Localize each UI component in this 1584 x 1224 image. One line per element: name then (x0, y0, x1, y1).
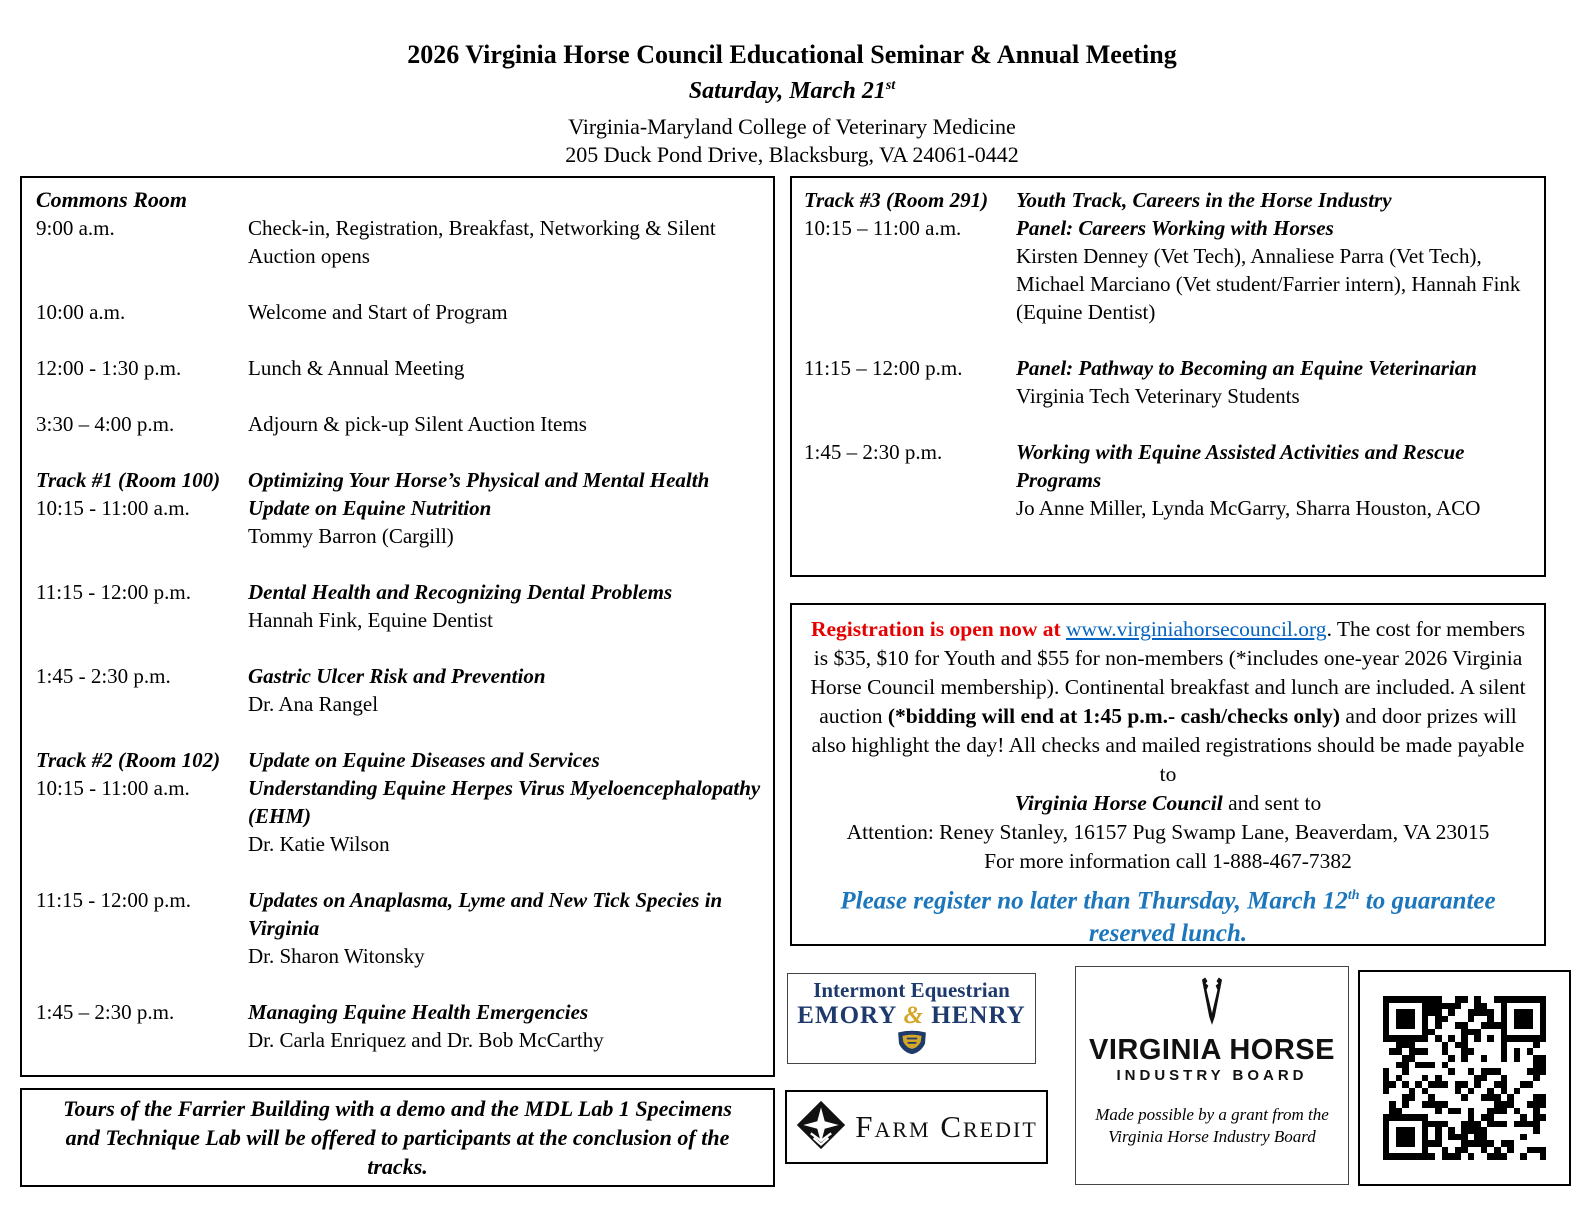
henry-word: HENRY (931, 1001, 1026, 1029)
track2-header (36, 746, 763, 774)
event-cell (1016, 354, 1534, 410)
registration-paragraph (804, 615, 1532, 789)
time-cell: 11:15 – 12:00 p.m. (804, 356, 963, 380)
schedule-row (36, 578, 763, 634)
time-cell: 11:15 - 12:00 p.m. (36, 888, 191, 912)
session-speaker: Dr. Carla Enriquez and Dr. Bob McCarthy (248, 1028, 604, 1052)
session-speaker: Dr. Katie Wilson (248, 832, 390, 856)
time-cell: 1:45 - 2:30 p.m. (36, 664, 171, 688)
industry-board-wordmark: INDUSTRY BOARD (1116, 1067, 1308, 1084)
session-speaker: Tommy Barron (Cargill) (248, 524, 454, 548)
time-cell: 1:45 – 2:30 p.m. (804, 440, 943, 464)
main-schedule-box (20, 176, 775, 1077)
sent-to-text: and sent to (1222, 791, 1322, 815)
emory-word: EMORY (797, 1001, 897, 1029)
registration-cost-text: . The cost for members is $35, $10 for Youth and $55 for non-members (*includes one-year 2026 Virginia Horse Council membership). Continental breakfast and lunch are included. A silent auction (810, 617, 1526, 728)
ampersand: & (903, 1001, 925, 1029)
intermont-equestrian-label: Intermont Equestrian (813, 977, 1010, 1002)
session-speaker: Dr. Sharon Witonsky (248, 944, 425, 968)
virginia-horse-wordmark: VIRGINIA HORSE (1088, 1034, 1335, 1066)
session-title: Dental Health and Recognizing Dental Problems (248, 580, 673, 604)
schedule-row (804, 214, 1534, 326)
horse-v-logo-icon (1189, 977, 1235, 1032)
session-speaker: Hannah Fink, Equine Dentist (248, 608, 493, 632)
schedule-row (36, 886, 763, 970)
farm-credit-wordmark: Farm Credit (855, 1109, 1038, 1144)
event-date-ordinal: st (885, 78, 896, 93)
event-cell: Check-in, Registration, Breakfast, Networking & Silent Auction opens (248, 216, 716, 268)
tours-box (20, 1088, 775, 1187)
session-speaker: Kirsten Denney (Vet Tech), Annaliese Parra (Vet Tech), Michael Marciano (Vet student/Farrier intern), Hannah Fink (Equine Dentist) (1016, 244, 1521, 324)
emory-shield-icon (895, 1029, 929, 1060)
tours-text: Tours of the Farrier Building with a demo and the MDL Lab 1 Specimens and Technique Lab will be offered to participants at the conclusion of the tracks. (63, 1096, 732, 1179)
registration-link[interactable]: www.virginiahorsecouncil.org (1066, 617, 1327, 641)
virginia-horse-industry-board-box (1075, 966, 1349, 1185)
track-room-label: Track #3 (Room 291) (804, 188, 989, 212)
mailing-address-line: Attention: Reney Stanley, 16157 Pug Swamp Lane, Beaverdam, VA 23015 (846, 820, 1490, 844)
event-cell: Welcome and Start of Program (248, 300, 508, 324)
time-cell: 10:15 - 11:00 a.m. (36, 496, 190, 520)
time-cell: 3:30 – 4:00 p.m. (36, 412, 175, 436)
event-date-text: Saturday, March 21 (688, 78, 886, 104)
qr-code (1383, 996, 1547, 1160)
venue-name: Virginia-Maryland College of Veterinary Medicine (568, 114, 1016, 139)
farm-credit-diamond-icon (795, 1099, 847, 1156)
schedule-row (36, 354, 763, 382)
grant-caption-line1: Made possible by a grant from the (1095, 1105, 1329, 1124)
session-speaker: Virginia Tech Veterinary Students (1016, 384, 1300, 408)
event-cell (248, 774, 763, 858)
schedule-row (36, 774, 763, 858)
registration-box (790, 603, 1546, 946)
session-title: Gastric Ulcer Risk and Prevention (248, 664, 546, 688)
schedule-row (804, 438, 1534, 522)
grant-caption (1095, 1104, 1329, 1148)
emory-henry-wordmark (797, 1002, 1025, 1029)
event-cell (248, 662, 763, 718)
session-title: Managing Equine Health Emergencies (248, 1000, 589, 1024)
commons-room-heading: Commons Room (36, 187, 187, 212)
event-cell: Adjourn & pick-up Silent Auction Items (248, 412, 587, 436)
track-room-label: Track #1 (Room 100) (36, 468, 221, 492)
session-title: Updates on Anaplasma, Lyme and New Tick Species in Virginia (248, 888, 723, 940)
session-title: Panel: Pathway to Becoming an Equine Veterinarian (1016, 356, 1477, 380)
event-date (0, 78, 1584, 105)
track-title: Update on Equine Diseases and Services (248, 748, 600, 772)
schedule-row (36, 494, 763, 550)
time-cell: 11:15 - 12:00 p.m. (36, 580, 191, 604)
time-cell: 1:45 – 2:30 p.m. (36, 1000, 175, 1024)
track-title: Youth Track, Careers in the Horse Industry (1016, 188, 1392, 212)
schedule-row (804, 354, 1534, 410)
track3-box (790, 176, 1546, 577)
session-speaker: Jo Anne Miller, Lynda McGarry, Sharra Houston, ACO (1016, 496, 1481, 520)
deadline-ordinal: th (1347, 888, 1360, 903)
track-room-label: Track #2 (Room 102) (36, 748, 221, 772)
bidding-deadline-text: (*bidding will end at 1:45 p.m.- cash/checks only) (887, 704, 1341, 728)
schedule-row (36, 298, 763, 326)
time-cell: 10:15 – 11:00 a.m. (804, 216, 962, 240)
qr-code-box (1358, 970, 1571, 1186)
registration-open-text: Registration is open now at (810, 617, 1067, 641)
grant-caption-line2: Virginia Horse Industry Board (1108, 1127, 1316, 1146)
emory-henry-logo-box (787, 973, 1036, 1064)
time-cell: 10:15 - 11:00 a.m. (36, 776, 190, 800)
event-cell (248, 998, 763, 1054)
register-deadline-note (804, 879, 1532, 950)
farm-credit-logo-box (785, 1090, 1048, 1164)
event-cell (248, 886, 763, 970)
session-title: Panel: Careers Working with Horses (1016, 216, 1334, 240)
header (0, 40, 1584, 169)
event-cell (1016, 438, 1534, 522)
track1-header (36, 466, 763, 494)
time-cell: 9:00 a.m. (36, 216, 115, 240)
schedule-row (36, 214, 763, 270)
schedule-row (36, 410, 763, 438)
payee-name: Virginia Horse Council (1014, 791, 1223, 815)
session-title: Working with Equine Assisted Activities and Rescue Programs (1016, 440, 1465, 492)
venue-address: 205 Duck Pond Drive, Blacksburg, VA 24061-0442 (565, 142, 1019, 167)
page-title: 2026 Virginia Horse Council Educational Seminar & Annual Meeting (407, 40, 1177, 69)
event-cell (248, 578, 763, 634)
session-speaker: Dr. Ana Rangel (248, 692, 379, 716)
time-cell: 12:00 - 1:30 p.m. (36, 356, 182, 380)
event-cell (248, 494, 763, 550)
track3-header (804, 186, 1534, 214)
registration-checks-text: and door prizes will also highlight the day! All checks and mailed registrations should be made payable to (811, 704, 1525, 786)
payable-line (804, 789, 1532, 818)
schedule-row (36, 662, 763, 718)
schedule-row (36, 998, 763, 1054)
session-title: Understanding Equine Herpes Virus Myeloencephalopathy (EHM) (248, 776, 761, 828)
session-title: Update on Equine Nutrition (248, 496, 492, 520)
time-cell: 10:00 a.m. (36, 300, 126, 324)
event-cell: Lunch & Annual Meeting (248, 356, 465, 380)
event-cell (1016, 214, 1534, 326)
track-title: Optimizing Your Horse’s Physical and Mental Health (248, 468, 710, 492)
deadline-text-end: to guarantee reserved lunch. (1088, 887, 1496, 948)
phone-line: For more information call 1-888-467-7382 (984, 849, 1352, 873)
deadline-text: Please register no later than Thursday, March 12 (840, 887, 1348, 915)
